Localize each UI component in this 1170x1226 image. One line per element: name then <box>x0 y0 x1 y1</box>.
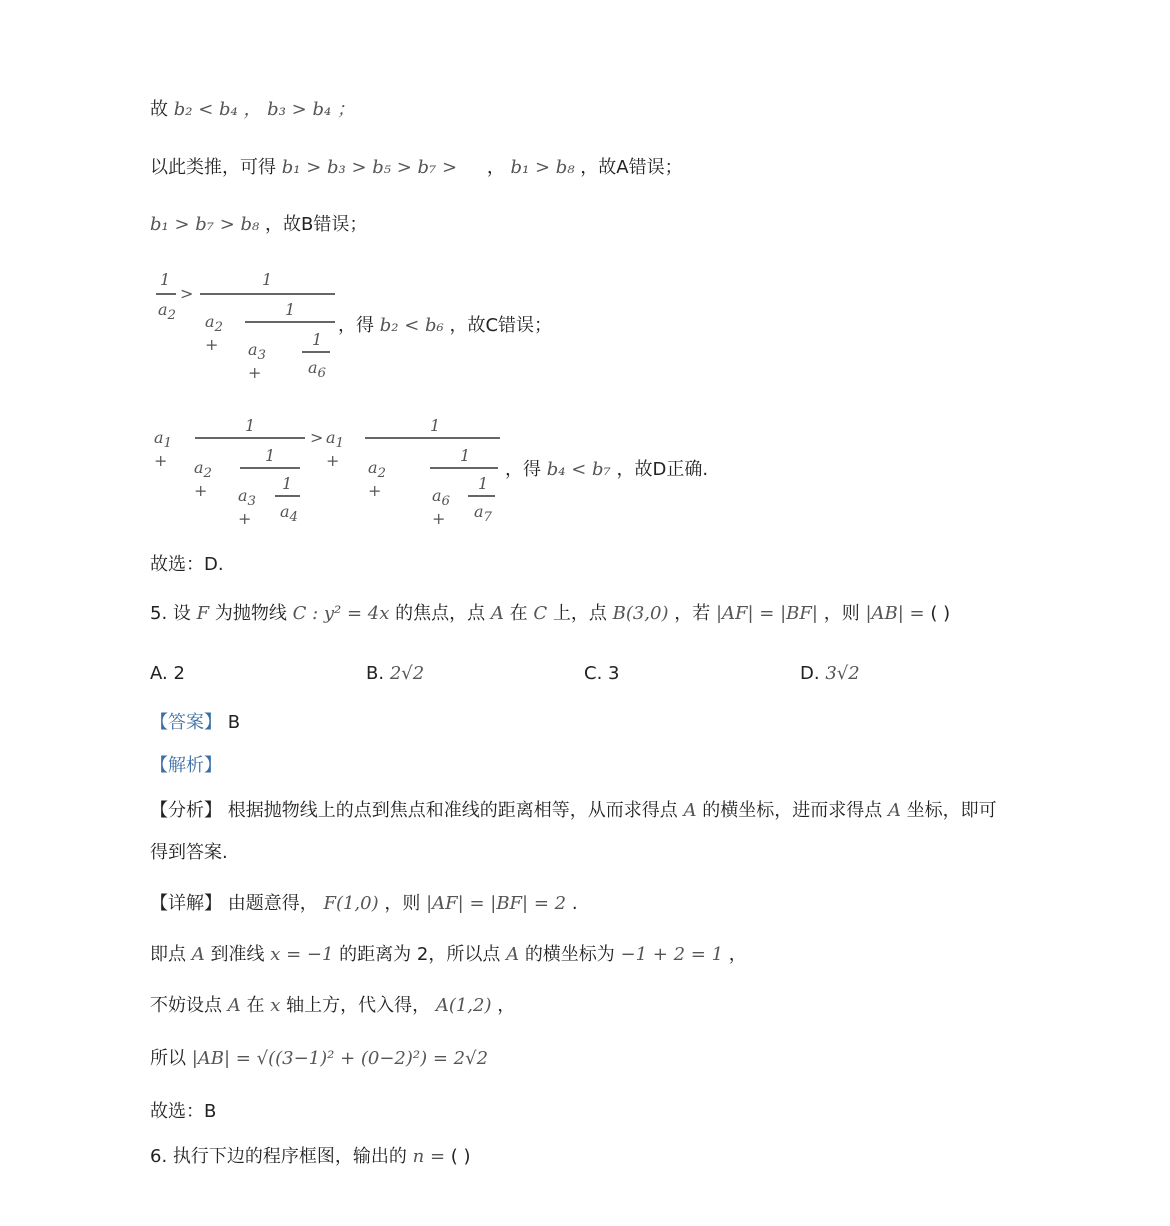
q5-t3: 在 <box>509 603 528 624</box>
option-c[interactable] <box>584 660 619 688</box>
la-t1: 即点 <box>150 944 186 965</box>
q5-F: F <box>196 603 210 624</box>
line2-mid: ， <box>486 157 505 178</box>
q5-pre: 5. 设 <box>150 603 191 624</box>
q5-cond: |AF| = |BF| <box>715 603 818 624</box>
xiangjie-t3: . <box>571 893 578 914</box>
answer-line <box>150 709 240 737</box>
q6-m: n = <box>412 1146 446 1167</box>
line4-math: b₂ < b₆ <box>379 315 444 336</box>
xiangjie-t1: 由题意得， <box>227 893 318 914</box>
text-line-1 <box>150 96 355 124</box>
q5-t4: 上，点 <box>552 603 607 624</box>
lb-x: x <box>270 995 281 1016</box>
la-t5: ， <box>728 944 747 965</box>
solution-line-d: 故选：B <box>150 1101 217 1122</box>
fenxi-text2: 的横坐标，进而求得点 <box>702 800 883 821</box>
xiangjie-t2: ，则 <box>384 893 421 914</box>
q5-A: A <box>490 603 504 624</box>
q5-t2: 的焦点，点 <box>395 603 486 624</box>
lb-m: A(1,2) <box>435 995 492 1016</box>
line5-post2: ，故D正确. <box>616 459 709 480</box>
lb-t3: 轴上方，代入得， <box>286 995 431 1016</box>
analysis-tag: 【解析】 <box>150 755 222 776</box>
fenxi-text3: 坐标，即可 <box>906 800 997 821</box>
lb-t1: 不妨设点 <box>150 995 222 1016</box>
line1-text: 故 <box>150 99 168 120</box>
option-c-label: C. 3 <box>584 663 620 684</box>
option-d-label: D. <box>800 663 820 684</box>
answer-tag: 【答案】 <box>150 712 222 733</box>
line4-post2: ，故C错误； <box>449 315 553 336</box>
cf1-text <box>338 312 552 340</box>
question-5 <box>150 600 950 628</box>
q5-ask: |AB| = <box>865 603 925 624</box>
line4-post: ，得 <box>338 315 374 336</box>
xiangjie-m1: F(1,0) <box>323 893 379 914</box>
lb-A: A <box>227 995 241 1016</box>
fenxi-text1: 根据抛物线上的点到焦点和准线的距离相等，从而求得点 <box>227 800 678 821</box>
line1-math: b₂ < b₄ ， b₃ > b₄ ； <box>173 99 355 120</box>
line5-post: ，得 <box>505 459 541 480</box>
line2-math1: b₁ > b₃ > b₅ > b₇ > <box>281 157 458 178</box>
solution-line-a <box>150 941 747 969</box>
q5-curve: C : y² = 4x <box>292 603 390 624</box>
q5-t6: ，则 <box>823 603 860 624</box>
option-b-label: B. <box>366 663 385 684</box>
xiangjie-tag: 【详解】 <box>150 893 222 914</box>
q6-paren: ( ) <box>450 1146 471 1167</box>
q5-B: B(3,0) <box>612 603 669 624</box>
line2-math2: b₁ > b₈ <box>510 157 575 178</box>
line3-post: ，故B错误； <box>265 214 368 235</box>
option-b[interactable] <box>366 660 424 688</box>
fenxi-line-2: 得到答案. <box>150 842 228 863</box>
option-a[interactable] <box>150 660 185 688</box>
solution-line-c <box>150 1045 488 1073</box>
option-a-label: A. 2 <box>150 663 185 684</box>
lb-t2: 在 <box>246 995 265 1016</box>
option-b-value: 2√2 <box>389 663 425 684</box>
xiangjie-m2: |AF| = |BF| = 2 <box>426 893 567 914</box>
cf2-text <box>505 456 708 484</box>
fenxi-tag: 【分析】 <box>150 800 222 821</box>
text-line-2 <box>150 154 683 182</box>
la-m1: x = −1 <box>270 944 334 965</box>
xiangjie-line <box>150 890 578 918</box>
fenxi-A: A <box>683 800 697 821</box>
q5-t1: 为抛物线 <box>214 603 287 624</box>
lb-t4: ， <box>497 995 516 1016</box>
text-line-6 <box>150 551 224 579</box>
la-t2: 到准线 <box>210 944 265 965</box>
la-t3: 的距离为 2，所以点 <box>339 944 501 965</box>
question-6 <box>150 1143 471 1171</box>
la-m2: −1 + 2 = 1 <box>620 944 724 965</box>
line2-pre: 以此类推，可得 <box>150 157 276 178</box>
option-d-value: 3√2 <box>825 663 860 684</box>
line6-text: 故选：D. <box>150 554 224 575</box>
solution-line-b <box>150 992 515 1020</box>
option-d[interactable] <box>800 660 860 688</box>
lc-t1: 所以 <box>150 1048 186 1069</box>
answer-value: B <box>227 712 241 733</box>
la-A: A <box>191 944 205 965</box>
line2-post: ，故A错误； <box>580 157 683 178</box>
q6-t1: 6. 执行下边的程序框图，输出的 <box>150 1146 407 1167</box>
q5-C: C <box>533 603 548 624</box>
fenxi-A2: A <box>887 800 901 821</box>
fenxi-line-1 <box>150 797 997 825</box>
la-t4: 的横坐标为 <box>524 944 615 965</box>
q5-options <box>150 660 1050 690</box>
la-A2: A <box>506 944 520 965</box>
q5-paren: ( ) <box>930 603 951 624</box>
text-line-3 <box>150 211 367 239</box>
line3-math: b₁ > b₇ > b₈ <box>150 214 260 235</box>
line5-math: b₄ < b₇ <box>546 459 611 480</box>
lc-m: |AB| = √((3−1)² + (0−2)²) = 2√2 <box>191 1048 489 1069</box>
q5-t5: ，若 <box>674 603 711 624</box>
